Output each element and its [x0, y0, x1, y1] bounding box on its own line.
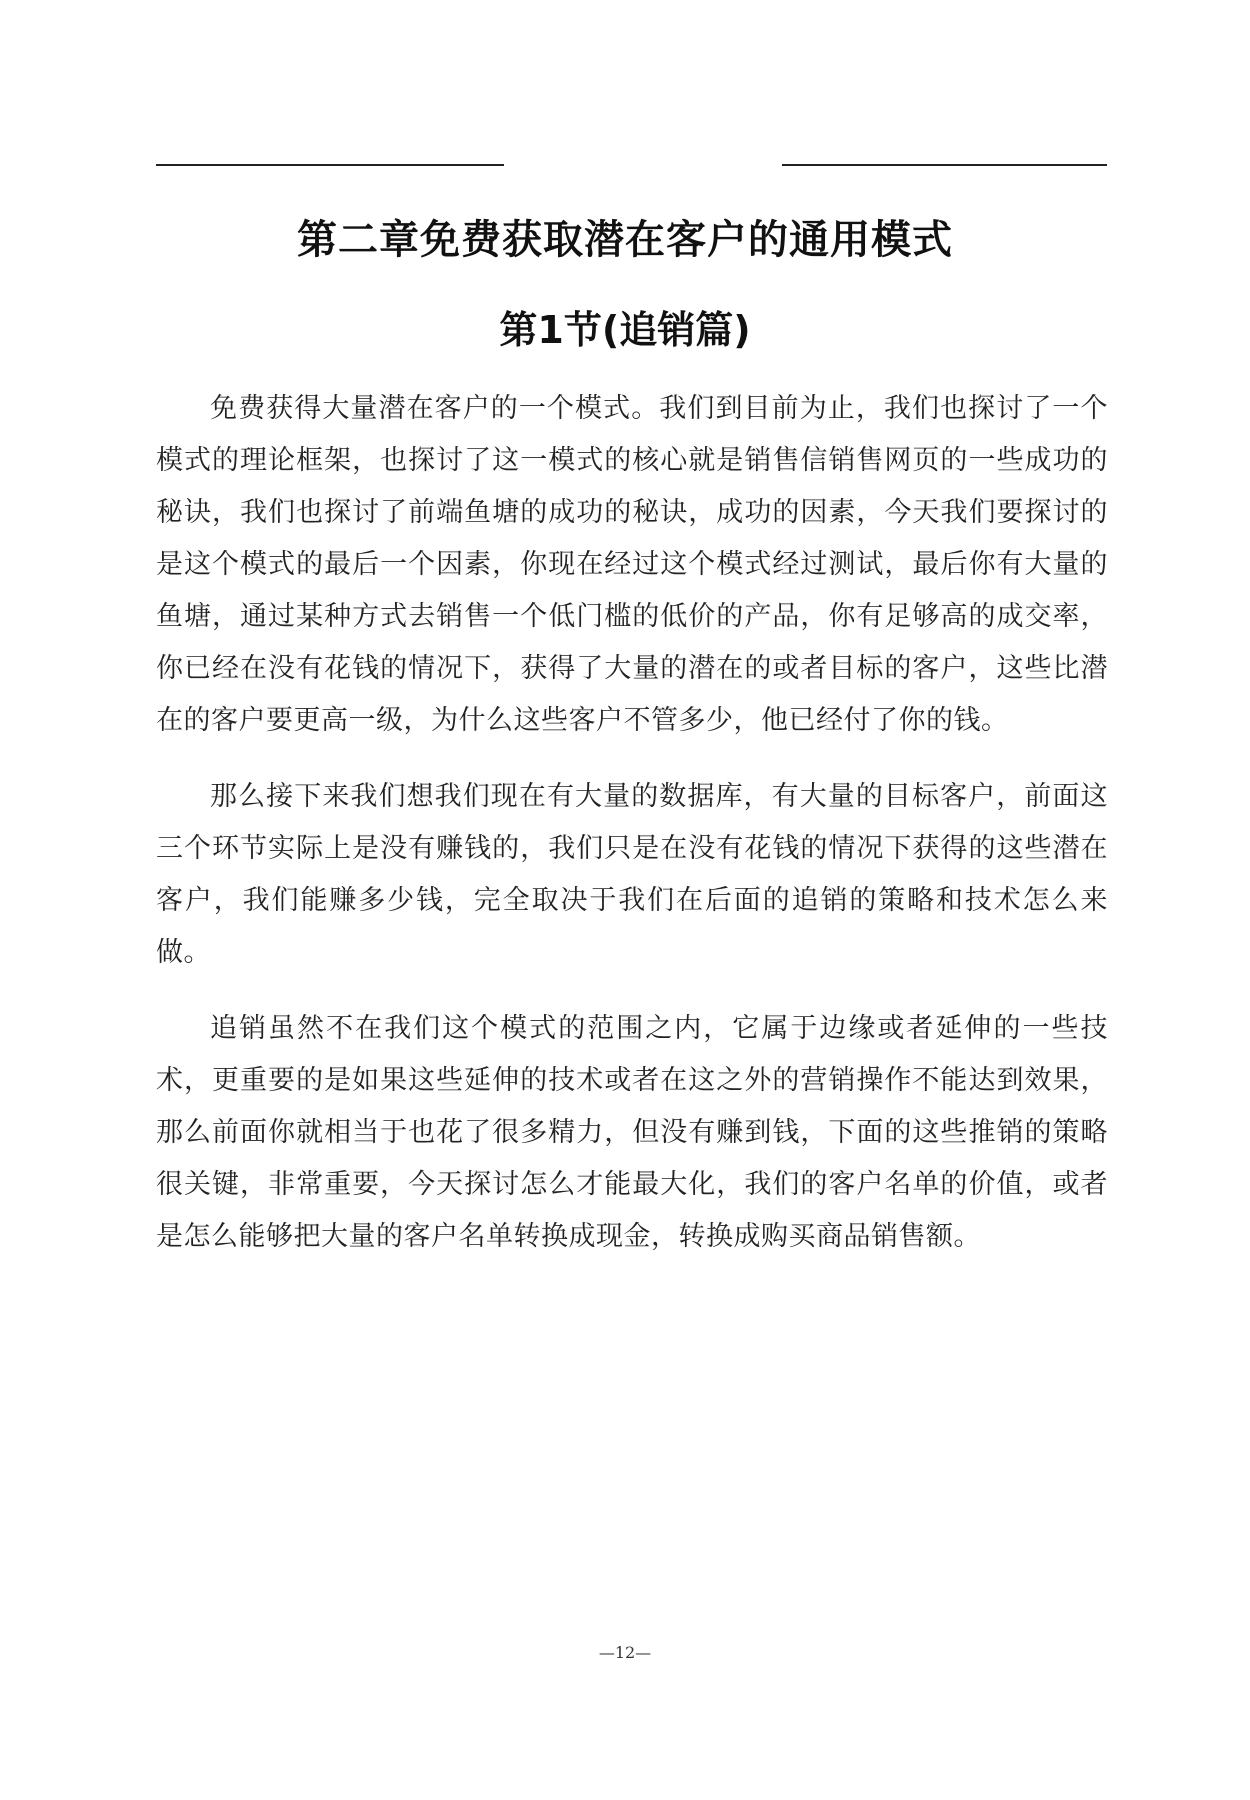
header-rule-right	[782, 164, 1107, 166]
section-title: 第1节(追销篇)	[499, 308, 751, 352]
paragraph-3: 追销虽然不在我们这个模式的范围之内，它属于边缘或者延伸的一些技术，更重要的是如果这些延伸的技术或者在这之外的营销操作不能达到效果，那么前面你就相当于也花了很多精力，但没有赚到钱，下面的这些推销的策略很关键，非常重要，今天探讨怎么才能最大化，我们的客户名单的价值，或者是怎么能够把大量的客户名单转换成现金，转换成购买商品销售额。	[156, 1013, 1108, 1252]
page-number: —12—	[598, 1643, 652, 1662]
paragraph-2: 那么接下来我们想我们现在有大量的数据库，有大量的目标客户，前面这三个环节实际上是没有赚钱的，我们只是在没有花钱的情况下获得的这些潜在客户，我们能赚多少钱，完全取决于我们在后面的追销的策略和技术怎么来做。	[156, 781, 1108, 968]
body-text	[156, 383, 1108, 1287]
header-rule-left	[156, 164, 504, 166]
chapter-title: 第二章免费获取潜在客户的通用模式	[297, 217, 953, 263]
paragraph-1: 免费获得大量潜在客户的一个模式。我们到目前为止，我们也探讨了一个模式的理论框架，也探讨了这一模式的核心就是销售信销售网页的一些成功的秘诀，我们也探讨了前端鱼塘的成功的秘诀，成功的因素，今天我们要探讨的是这个模式的最后一个因素，你现在经过这个模式经过测试，最后你有大量的鱼塘，通过某种方式去销售一个低门槛的低价的产品，你有足够高的成交率，你已经在没有花钱的情况下，获得了大量的潜在的或者目标的客户，这些比潜在的客户要更高一级，为什么这些客户不管多少，他已经付了你的钱。	[156, 393, 1108, 736]
